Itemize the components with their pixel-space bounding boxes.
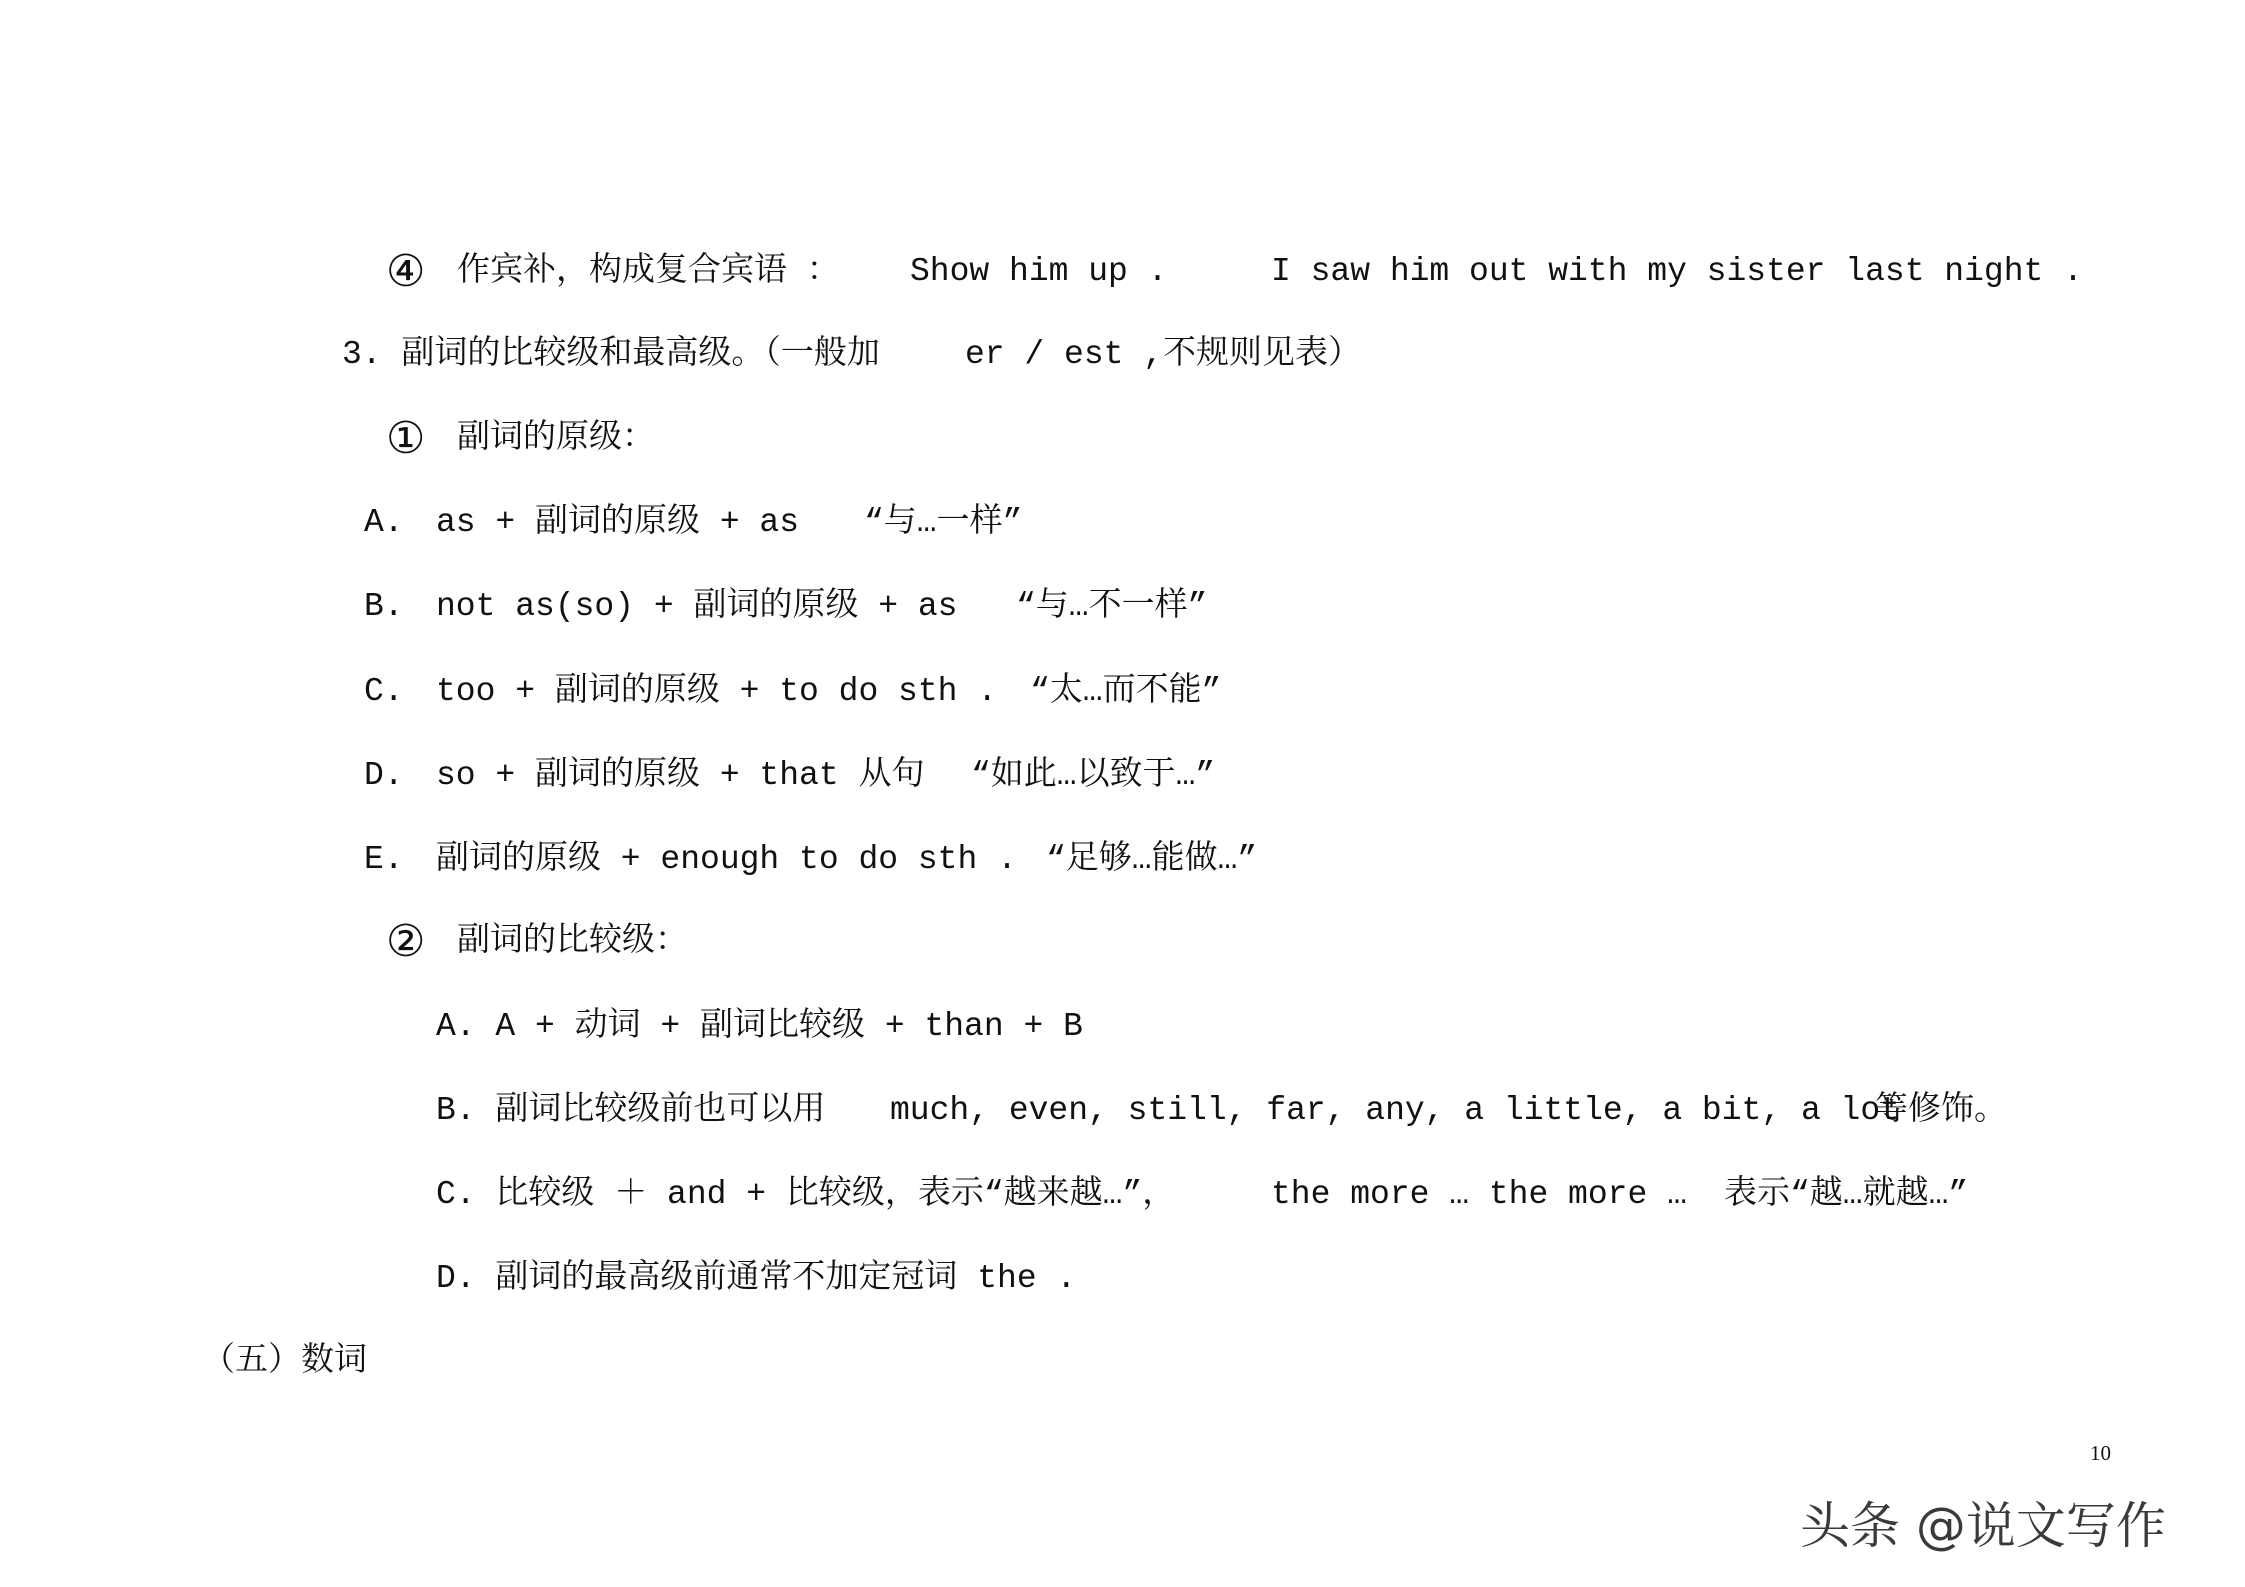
comparative-degree-title-line	[0, 920, 2245, 964]
comparative-rule-b-end: 等修饰。	[1875, 1092, 2007, 1129]
rule-pattern: not as(so) + 副词的原级 + as	[436, 588, 958, 625]
rule-pattern: as + 副词的原级 + as	[436, 504, 800, 541]
comparative-rule-b	[0, 1089, 2245, 1133]
comparative-degree-title: 副词的比较级：	[457, 923, 688, 960]
section-3-heading-note: er / est ,不规则见表）	[965, 336, 1362, 373]
comparative-rule-a	[0, 1005, 2245, 1049]
positive-degree-title-line	[0, 417, 2245, 461]
rule-letter: A.	[364, 504, 404, 541]
positive-rule-a	[0, 501, 2245, 545]
comparative-rule-b-intro: B. 副词比较级前也可以用	[436, 1092, 826, 1129]
comparative-rule-b-modifiers: much, even, still, far, any, a little, a bit, a lot	[890, 1092, 1900, 1129]
rule-letter: B.	[364, 588, 404, 625]
page-number: 10	[2090, 1441, 2111, 1465]
positive-rule-b	[0, 585, 2245, 629]
section-5-heading	[0, 1340, 2245, 1384]
positive-rule-d	[0, 754, 2245, 798]
rule-pattern: too + 副词的原级 + to do sth .	[436, 673, 998, 710]
section-5-heading-text: （五）数词	[202, 1343, 367, 1380]
circled-number-2: ②	[386, 916, 426, 967]
rule-meaning: “太…而不能”	[1030, 673, 1222, 710]
section-3-heading-text: 3. 副词的比较级和最高级。（一般加	[342, 336, 880, 373]
comparative-rule-c	[0, 1173, 2245, 1217]
rule-letter: C.	[364, 673, 404, 710]
comparative-rule-c-the-more: the more … the more …	[1271, 1176, 1687, 1213]
circled-number-1: ①	[386, 413, 426, 464]
rule-letter: D.	[364, 757, 404, 794]
circled-number-4: ④	[386, 246, 426, 297]
comparative-rule-c-intro: C. 比较级 ＋ and + 比较级，表示“越来越…”，	[436, 1176, 1176, 1213]
object-complement-line	[0, 250, 2245, 294]
rule-letter: E.	[364, 841, 404, 878]
positive-rule-c	[0, 670, 2245, 714]
comparative-rule-a-text: A. A + 动词 + 副词比较级 + than + B	[436, 1008, 1083, 1045]
example-saw-him-out: I saw him out with my sister last night .	[1271, 253, 2083, 290]
rule-meaning: “足够…能做…”	[1046, 841, 1258, 878]
watermark: 头条 @说文写作	[1800, 1497, 2166, 1555]
rule-pattern: 副词的原级 + enough to do sth .	[436, 841, 1017, 878]
section-3-heading	[0, 333, 2245, 377]
positive-degree-title: 副词的原级：	[457, 420, 655, 457]
rule-meaning: “与…不一样”	[1016, 588, 1208, 625]
positive-rule-e	[0, 838, 2245, 882]
object-complement-label: 作宾补，构成复合宾语 ：	[457, 253, 840, 290]
rule-meaning: “与…一样”	[864, 504, 1023, 541]
comparative-rule-c-meaning: 表示“越…就越…”	[1724, 1176, 1969, 1213]
example-show-him-up: Show him up .	[910, 253, 1168, 290]
rule-meaning: “如此…以致于…”	[971, 757, 1216, 794]
comparative-rule-d	[0, 1257, 2245, 1301]
rule-pattern: so + 副词的原级 + that 从句	[436, 757, 925, 794]
comparative-rule-d-text: D. 副词的最高级前通常不加定冠词 the .	[436, 1260, 1077, 1297]
